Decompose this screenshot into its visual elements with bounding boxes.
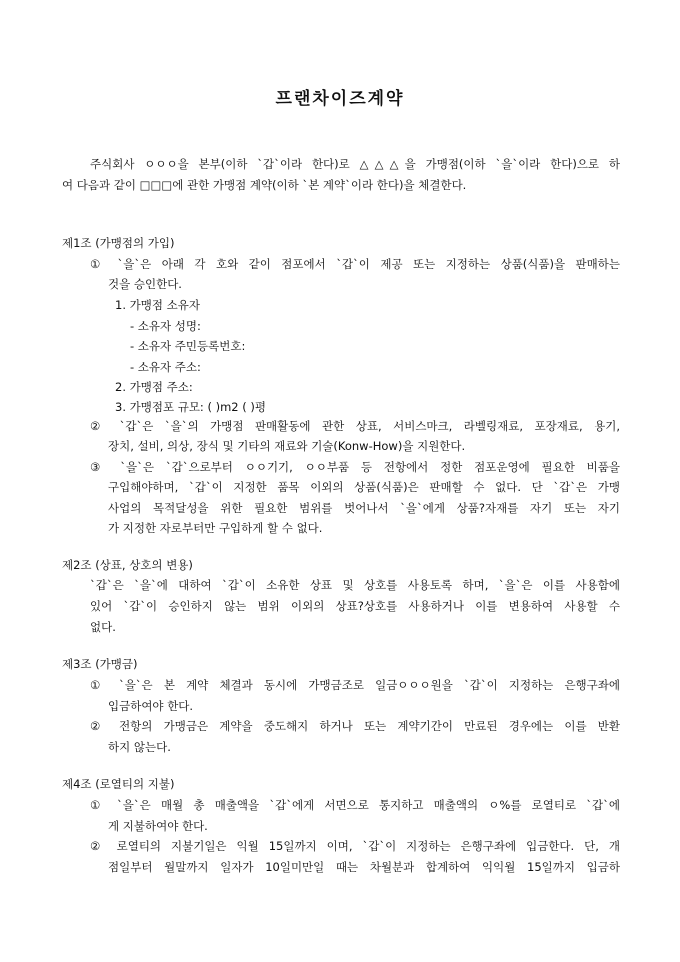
article-4-p1-line-2: 게 지불하여야 한다. [108, 819, 208, 833]
article-1-item-2: 2. 가맹점 주소: [115, 380, 193, 394]
article-1-p3-line-4: 가 지정한 자로부터만 구입하게 할 수 없다. [108, 521, 323, 535]
article-3-p2-line-1: ② 전항의 가맹금은 계약을 중도해지 하거나 또는 계약기간이 만료된 경우에는 이를 반환 [90, 719, 620, 733]
article-3-p2-line-2: 하지 않는다. [108, 740, 171, 754]
article-2-line-2: 있어 `갑`이 승인하지 않는 범위 이외의 상표?상호를 사용하거나 이를 변용하여 사용할 수 [90, 599, 620, 613]
document-title: 프랜차이즈계약 [275, 89, 405, 109]
article-1-sub-2: - 소유자 주민등록번호: [130, 339, 246, 353]
article-1-p3-line-3: 사업의 목적달성을 위한 필요한 범위를 벗어나서 `을`에게 상품?자재를 자기 또는 자기 [108, 501, 620, 515]
article-1-p3-line-2: 구입해야하며, `갑`이 지정한 품목 이외의 상품(식품)은 판매할 수 없다. 단 `갑`은 가맹 [108, 480, 620, 494]
article-2-line-3: 없다. [90, 620, 116, 634]
article-4-p2-line-2: 점일부터 월말까지 일자가 10일미만일 때는 차월분과 합계하여 익익월 15일까지 입금하 [108, 860, 620, 874]
article-1-item-3: 3. 가맹점포 규모: ( )m2 ( )평 [115, 400, 267, 414]
article-1-p3-line-1: ③ `을`은 `갑`으로부터 ㅇㅇ기기, ㅇㅇ부품 등 전항에서 정한 점포운영에 필요한 비품을 [90, 460, 620, 474]
article-1-item-1: 1. 가맹점 소유자 [115, 298, 200, 312]
article-1-p1-line-1: ① `을`은 아래 각 호와 같이 점포에서 `갑`이 제공 또는 지정하는 상품(식품)을 판매하는 [90, 257, 620, 271]
article-3-heading: 제3조 (가맹금) [62, 657, 138, 671]
article-4-p2-line-1: ② 로열티의 지불기일은 익월 15일까지 이며, `갑`이 지정하는 은행구좌에 입금한다. 단, 개 [90, 839, 620, 853]
article-3-p1-line-2: 입금하여야 한다. [108, 699, 194, 713]
article-2-line-1: `갑`은 `을`에 대하여 `갑`이 소유한 상표 및 상호를 사용토록 하며, `을`은 이를 사용함에 [90, 578, 620, 592]
article-1-p2-line-1: ② `갑`은 `을`의 가맹점 판매활동에 관한 상표, 서비스마크, 라벨링재료, 포장재료, 용기, [90, 419, 620, 433]
article-4-p1-line-1: ① `을`은 매월 총 매출액을 `갑`에게 서면으로 통지하고 매출액의 ㅇ%를 로열티로 `갑`에 [90, 798, 620, 812]
article-4-heading: 제4조 (로열티의 지불) [62, 777, 175, 791]
article-3-p1-line-1: ① `을`은 본 계약 체결과 동시에 가맹금조로 일금ㅇㅇㅇ원을 `갑`이 지정하는 은행구좌에 [90, 678, 620, 692]
intro-line-1: 주식회사 ㅇㅇㅇ을 본부(이하 `갑`이라 한다)로 △△△을 가맹점(이하 `을`이라 한다)으로 하 [90, 157, 620, 171]
article-1-p1-line-2: 것을 승인한다. [108, 277, 182, 291]
article-1-sub-1: - 소유자 성명: [130, 319, 201, 333]
article-1-sub-3: - 소유자 주소: [130, 360, 201, 374]
article-1-p2-line-2: 장치, 설비, 의상, 장식 및 기타의 재료와 기술(Konw-How)을 지원한다. [108, 439, 466, 453]
intro-line-2: 여 다음과 같이 □□□에 관한 가맹점 계약(이하 `본 계약`이라 한다)을 체결한다. [62, 178, 467, 192]
article-2-heading: 제2조 (상표, 상호의 변용) [62, 558, 193, 572]
article-1-heading: 제1조 (가맹점의 가입) [62, 236, 175, 250]
